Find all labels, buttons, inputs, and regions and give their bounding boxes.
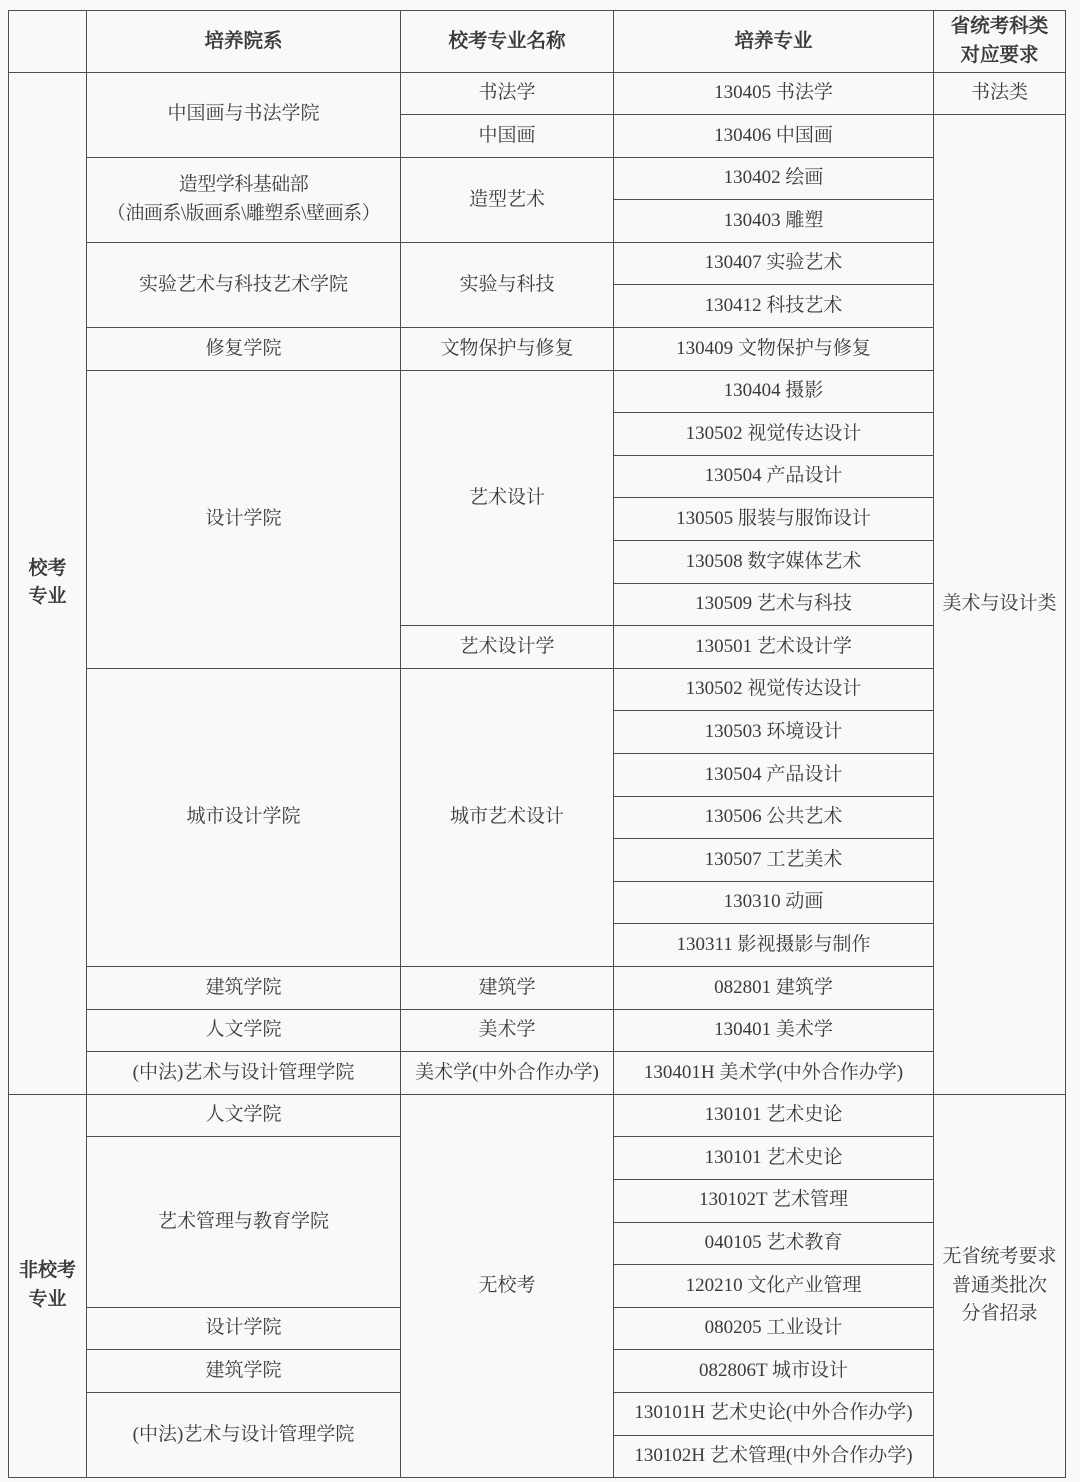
header-department: 培养院系 — [87, 11, 401, 73]
cell-training-major: 130101 艺术史论 — [614, 1137, 934, 1180]
table-row — [9, 72, 1066, 115]
header-province-req-line2: 对应要求 — [960, 45, 1039, 67]
cell-training-major: 130405 书法学 — [614, 72, 934, 115]
cell-department — [87, 157, 401, 242]
cell-training-major: 130403 雕塑 — [614, 200, 934, 243]
cell-province-req-line1: 无省统考要求 — [942, 1246, 1057, 1268]
cell-training-major: 130401H 美术学(中外合作办学) — [614, 1052, 934, 1095]
cell-province-req: 书法类 — [934, 72, 1066, 115]
table-row — [9, 966, 1066, 1009]
cell-category-exam-line1: 校考 — [28, 557, 67, 579]
cell-training-major: 130407 实验艺术 — [614, 242, 934, 285]
cell-training-major: 130505 服装与服饰设计 — [614, 498, 934, 541]
cell-province-req: 美术与设计类 — [934, 115, 1066, 1095]
cell-training-major: 082806T 城市设计 — [614, 1350, 934, 1393]
table-row — [9, 1094, 1066, 1137]
cell-department: 设计学院 — [87, 370, 401, 668]
cell-training-major: 120210 文化产业管理 — [614, 1265, 934, 1308]
table-row — [9, 157, 1066, 200]
cell-category-non-exam-line1: 非校考 — [18, 1260, 76, 1282]
cell-training-major: 130406 中国画 — [614, 115, 934, 158]
cell-department: 实验艺术与科技艺术学院 — [87, 242, 401, 327]
cell-training-major: 130402 绘画 — [614, 157, 934, 200]
cell-exam-major: 实验与科技 — [401, 242, 614, 327]
cell-province-req — [934, 1094, 1066, 1477]
table-row — [9, 1009, 1066, 1052]
cell-training-major: 130102H 艺术管理(中外合作办学) — [614, 1435, 934, 1478]
cell-training-major: 130506 公共艺术 — [614, 796, 934, 839]
cell-training-major: 130502 视觉传达设计 — [614, 668, 934, 711]
cell-training-major: 130508 数字媒体艺术 — [614, 541, 934, 584]
cell-training-major: 040105 艺术教育 — [614, 1222, 934, 1265]
cell-department-line1: 造型学科基础部 — [178, 174, 309, 196]
header-corner — [9, 11, 87, 73]
cell-exam-major: 造型艺术 — [401, 157, 614, 242]
cell-training-major: 130101H 艺术史论(中外合作办学) — [614, 1392, 934, 1435]
header-training-major: 培养专业 — [614, 11, 934, 73]
cell-training-major: 130401 美术学 — [614, 1009, 934, 1052]
cell-department: 建筑学院 — [87, 966, 401, 1009]
table-row — [9, 242, 1066, 285]
cell-province-req-line2: 普通类批次 — [951, 1274, 1047, 1296]
table-row — [9, 370, 1066, 413]
cell-exam-major: 美术学(中外合作办学) — [401, 1052, 614, 1095]
cell-training-major: 130504 产品设计 — [614, 754, 934, 797]
cell-exam-major: 艺术设计学 — [401, 626, 614, 669]
cell-training-major: 130503 环境设计 — [614, 711, 934, 754]
cell-department: 人文学院 — [87, 1009, 401, 1052]
table-row — [9, 328, 1066, 371]
cell-training-major: 130509 艺术与科技 — [614, 583, 934, 626]
cell-training-major: 130310 动画 — [614, 881, 934, 924]
header-province-req-line1: 省统考科类 — [950, 16, 1049, 37]
table-row — [9, 1052, 1066, 1095]
cell-category-exam — [9, 72, 87, 1094]
cell-department: 中国画与书法学院 — [87, 72, 401, 157]
cell-department: (中法)艺术与设计管理学院 — [87, 1392, 401, 1477]
cell-province-req-line3: 分省招录 — [961, 1303, 1038, 1325]
cell-department: 修复学院 — [87, 328, 401, 371]
header-province-req — [934, 11, 1066, 73]
cell-exam-major: 文物保护与修复 — [401, 328, 614, 371]
cell-category-exam-line2: 专业 — [28, 586, 67, 608]
cell-training-major: 130404 摄影 — [614, 370, 934, 413]
table-header-row — [9, 11, 1066, 73]
cell-exam-major: 艺术设计 — [401, 370, 614, 626]
cell-exam-major: 城市艺术设计 — [401, 668, 614, 966]
cell-department: (中法)艺术与设计管理学院 — [87, 1052, 401, 1095]
cell-training-major: 130502 视觉传达设计 — [614, 413, 934, 456]
cell-department: 人文学院 — [87, 1094, 401, 1137]
cell-training-major: 082801 建筑学 — [614, 966, 934, 1009]
cell-training-major: 130501 艺术设计学 — [614, 626, 934, 669]
cell-department: 设计学院 — [87, 1307, 401, 1350]
header-exam-major-name: 校考专业名称 — [401, 11, 614, 73]
cell-training-major: 130409 文物保护与修复 — [614, 328, 934, 371]
cell-training-major: 130412 科技艺术 — [614, 285, 934, 328]
cell-training-major: 080205 工业设计 — [614, 1307, 934, 1350]
cell-training-major: 130102T 艺术管理 — [614, 1179, 934, 1222]
admissions-table — [8, 10, 1066, 1478]
cell-exam-major: 美术学 — [401, 1009, 614, 1052]
cell-exam-major: 无校考 — [401, 1094, 614, 1477]
cell-training-major: 130507 工艺美术 — [614, 839, 934, 882]
cell-department: 建筑学院 — [87, 1350, 401, 1393]
cell-training-major: 130504 产品设计 — [614, 455, 934, 498]
cell-training-major: 130311 影视摄影与制作 — [614, 924, 934, 967]
cell-department: 城市设计学院 — [87, 668, 401, 966]
cell-exam-major: 中国画 — [401, 115, 614, 158]
cell-category-non-exam — [9, 1094, 87, 1477]
cell-department: 艺术管理与教育学院 — [87, 1137, 401, 1307]
cell-training-major: 130101 艺术史论 — [614, 1094, 934, 1137]
table-row — [9, 668, 1066, 711]
cell-department-line2: （油画系\版画系\雕塑系\壁画系） — [106, 202, 381, 224]
cell-exam-major: 书法学 — [401, 72, 614, 115]
cell-exam-major: 建筑学 — [401, 966, 614, 1009]
cell-category-non-exam-line2: 专业 — [28, 1288, 67, 1310]
